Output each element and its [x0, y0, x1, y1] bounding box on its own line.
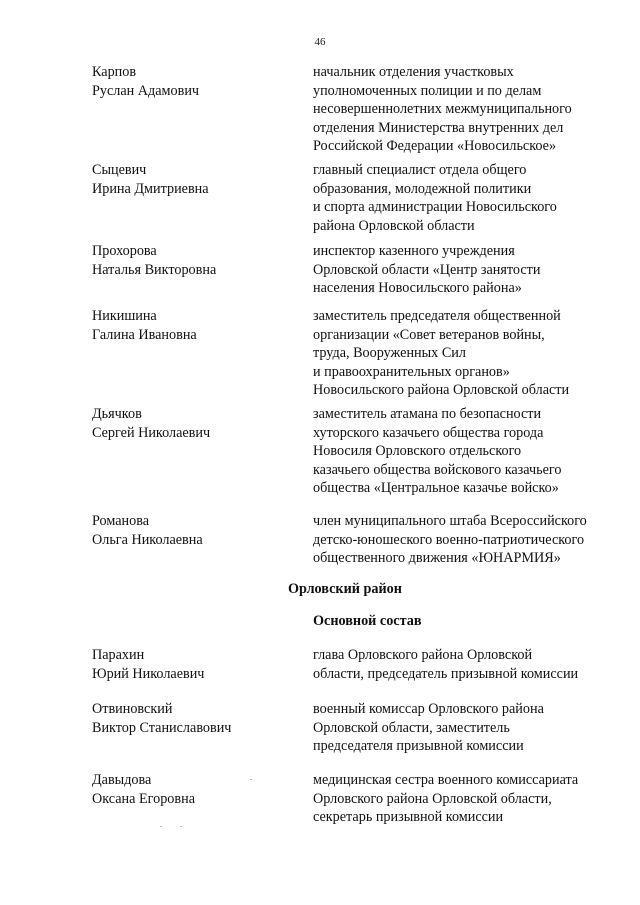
- given-names: Оксана Егоровна: [92, 790, 195, 807]
- given-names: Руслан Адамович: [92, 82, 200, 99]
- position-line: секретарь призывной комиссии: [313, 809, 504, 826]
- position-line: организации «Совет ветеранов войны,: [313, 326, 545, 343]
- position-line: труда, Вооруженных Сил: [313, 345, 466, 362]
- position-line: начальник отделения участковых: [313, 64, 514, 80]
- member-position: [313, 646, 613, 683]
- surname: Парахин: [92, 647, 145, 663]
- district-heading: Орловский район: [288, 581, 402, 597]
- surname: Давыдова: [92, 772, 152, 788]
- position-line: области, председатель призывной комиссии: [313, 665, 579, 682]
- surname: Карпов: [92, 64, 137, 80]
- surname: Сыцевич: [92, 162, 147, 178]
- surname: Прохорова: [92, 243, 157, 259]
- position-line: Орловской области, заместитель: [313, 719, 510, 736]
- position-line: Новосильского района Орловской области: [313, 382, 570, 399]
- member-position: [313, 700, 613, 756]
- given-names: Юрий Николаевич: [92, 665, 205, 682]
- position-line: Орловского района Орловской области,: [313, 790, 552, 807]
- given-names: Наталья Викторовна: [92, 261, 217, 278]
- position-line: инспектор казенного учреждения: [313, 243, 515, 259]
- member-name: [92, 161, 292, 198]
- position-line: Новосиля Орловского отдельского: [313, 443, 522, 460]
- position-line: населения Новосильского района»: [313, 280, 522, 297]
- composition-subheading: Основной состав: [313, 613, 422, 629]
- position-line: заместитель председателя общественной: [313, 308, 561, 324]
- page-number: 46: [314, 36, 326, 48]
- scan-speck: [180, 826, 182, 827]
- member-name: [92, 307, 292, 344]
- position-line: глава Орловского района Орловской: [313, 647, 533, 663]
- surname: Никишина: [92, 308, 157, 324]
- position-line: и спорта администрации Новосильского: [313, 199, 557, 216]
- member-position: [313, 307, 613, 400]
- given-names: Галина Ивановна: [92, 326, 197, 343]
- scan-speck: [250, 779, 252, 780]
- member-position: [313, 161, 613, 235]
- given-names: Ольга Николаевна: [92, 531, 203, 548]
- member-name: [92, 700, 292, 737]
- member-name: [92, 63, 292, 100]
- member-position: [313, 63, 613, 156]
- given-names: Виктор Станиславович: [92, 719, 232, 736]
- position-line: Орловской области «Центр занятости: [313, 261, 541, 278]
- member-position: [313, 242, 613, 298]
- position-line: детско-юношеского военно-патриотического: [313, 531, 585, 548]
- position-line: и правоохранительных органов»: [313, 363, 510, 380]
- position-line: района Орловской области: [313, 217, 475, 234]
- member-name: [92, 512, 292, 549]
- position-line: несовершеннолетних межмуниципального: [313, 101, 572, 118]
- position-line: член муниципального штаба Всероссийского: [313, 513, 587, 529]
- position-line: общества «Центральное казачье войско»: [313, 480, 559, 497]
- surname: Дьячков: [92, 406, 142, 422]
- position-line: хуторского казачьего общества города: [313, 424, 544, 441]
- surname: Отвиновский: [92, 701, 173, 717]
- position-line: уполномоченных полиции и по делам: [313, 82, 542, 99]
- given-names: Сергей Николаевич: [92, 424, 211, 441]
- member-position: [313, 405, 613, 498]
- position-line: главный специалист отдела общего: [313, 162, 527, 178]
- member-name: [92, 771, 292, 808]
- scan-speck: [160, 826, 162, 827]
- member-name: [92, 242, 292, 279]
- position-line: военный комиссар Орловского района: [313, 701, 544, 717]
- position-line: Российской Федерации «Новосильское»: [313, 138, 557, 155]
- position-line: образования, молодежной политики: [313, 180, 532, 197]
- position-line: казачьего общества войскового казачьего: [313, 461, 562, 478]
- position-line: заместитель атамана по безопасности: [313, 406, 542, 422]
- position-line: медицинская сестра военного комиссариата: [313, 772, 579, 788]
- position-line: отделения Министерства внутренних дел: [313, 119, 564, 136]
- member-name: [92, 405, 292, 442]
- given-names: Ирина Дмитриевна: [92, 180, 209, 197]
- position-line: общественного движения «ЮНАРМИЯ»: [313, 550, 561, 567]
- position-line: председателя призывной комиссии: [313, 738, 524, 755]
- surname: Романова: [92, 513, 150, 529]
- member-position: [313, 771, 613, 827]
- member-position: [313, 512, 613, 568]
- member-name: [92, 646, 292, 683]
